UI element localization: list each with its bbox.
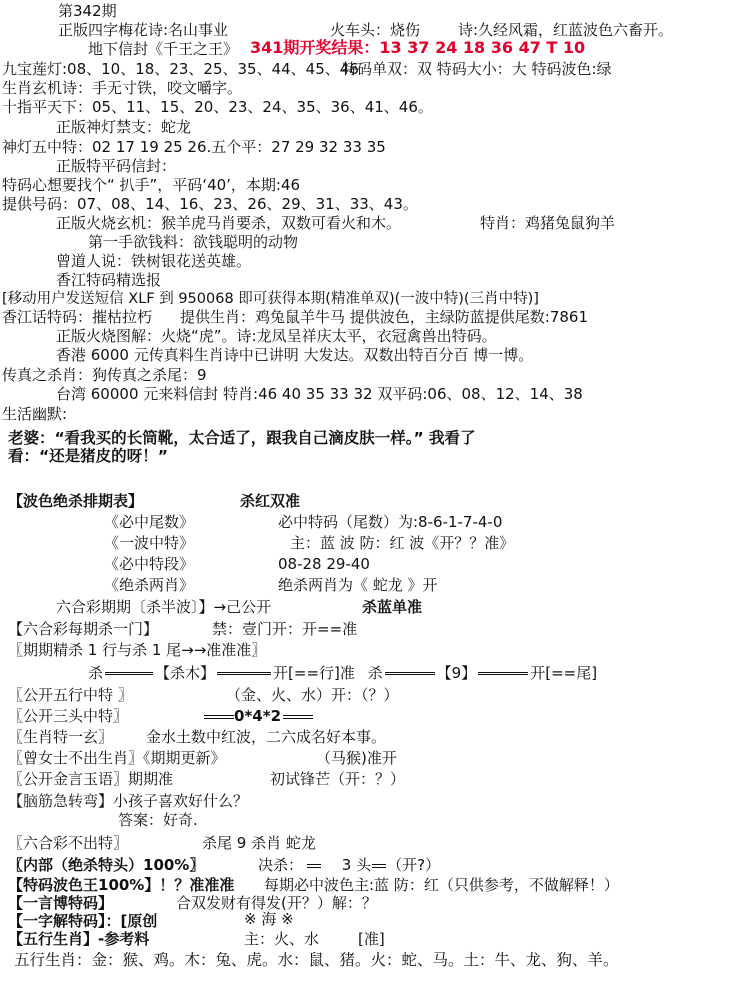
juesha-value: 绝杀两肖为《 蛇龙 》开 [278,576,438,594]
shayimen-value: 禁：壹门开：开==准 [212,620,358,638]
yizi-value: ※ 海 ※ [244,910,294,928]
shayimen-label: 【六合彩每期杀一门】 [8,620,159,638]
shendeng-numbers: 神灯五中特：02 17 19 25 26.五个平：27 29 32 33 35 [2,138,386,156]
sha-nine-label: 【9】 [436,664,477,682]
issue-number: 第342期 [58,2,117,20]
pingma-title: 正版特平码信封： [56,157,177,175]
zengnvshi-label: 〖曾女士不出生肖〗《期期更新》 [8,749,226,767]
naojin-answer: 答案：好奇. [118,811,198,829]
humor-line-2: 看：“还是猪皮的呀！” [8,447,168,465]
neibu-kai: （开?） [387,856,441,874]
taiwan-line: 台湾 60000 元来料信封 特肖:46 40 35 33 32 双平码:06、08、12、14、38 [56,385,583,403]
bose-wang-value: 每期必中波色主:蓝 防：红（只供参考，不做解释！） [264,876,619,894]
neibu-label: 〖内部（绝杀特头）100%〗 [8,856,205,874]
sha-label: 杀 [88,664,104,682]
sms-promo: [移动用户发送短信 XLF 到 950068 即可获得本期(精准单双)(一波中特)(三肖中特)] [2,291,539,307]
humor-title: 生活幽默: [2,405,68,423]
wuxing-value: （金、火、水）开：（？） [226,686,399,704]
bizhong-weishu-value: 必中特码（尾数）为:8-6-1-7-4-0 [278,513,503,531]
buchu-value: 杀尾 9 杀肖 蛇龙 [202,834,316,852]
neibu-tou: 3 头 [341,856,372,874]
xiangjiang-title: 香江特码精选报 [56,271,162,289]
double-bar [217,672,271,675]
humor-line-1: 老婆：“看我买的长筒靴，太合适了，跟我自己滴皮肤一样。” 我看了 [8,429,476,447]
huoshao-tujie: 正版火烧图解：火烧“虎”。诗:龙凤呈祥庆太平，衣冠禽兽出特码。 [56,327,497,345]
wuxing-sx-label: 【五行生肖】-参考料 [8,930,150,948]
tigong-numbers: 提供号码：07、08、14、16、23、26、29、31、33、43。 [2,195,418,213]
santou-value: 0*4*2 [234,707,281,725]
kai-wei-label: 开[==尾] [530,664,598,682]
draw-result: 341期开奖结果：13 37 24 18 36 47 T 10 [250,38,586,57]
jinyan-label: 〖公开金言玉语〗期期准 [8,770,174,788]
teduan-label: 《必中特段》 [104,555,195,573]
neibu-row [258,856,440,875]
yiyan-label: 【一言博特码】 [8,894,114,912]
shengxiao-yixuan-label: 〖生肖特一玄〗 [8,728,114,746]
buchu-label: 〖六合彩不出特〗 [8,834,129,852]
diyishou-line: 第一手欲钱料：欲钱聪明的动物 [88,233,299,251]
kai-xing-label: 开[==行]准 [273,664,355,682]
wuxing-sx-value: 主：火、水 [244,930,320,948]
zengnvshi-value: （马猴)准开 [316,749,397,767]
double-bar [385,672,435,675]
equals-mark [307,864,321,868]
dixia-envelope: 地下信封《千王之王》 [88,40,239,58]
huoshao-line: 正版火烧玄机：猴羊虎马肖要杀，双数可看火和木。 [56,214,402,232]
special-zodiac: 特肖：鸡猪兔鼠狗羊 [480,214,616,232]
cengdao-line: 曾道人说：铁树银花送英雄。 [56,252,252,270]
bose-wang-label: 【特码波色王100%】！？准准准 [8,876,235,894]
train-head: 火车头：烧伤 [330,21,421,39]
naojin-question: 【脑筋急转弯】小孩子喜欢好什么？ [8,792,249,810]
sha-mu-label: 【杀木】 [155,664,216,682]
banbo-line: 六合彩期期〔杀半波〕】→己公开 [56,598,272,616]
teduan-value: 08-28 29-40 [278,555,370,573]
yizi-label: 【一字解特码】：[原创 [8,912,158,930]
sha-label-2: 杀 [367,664,383,682]
shizhi-numbers: 十指平天下：05、11、15、20、23、24、35、36、41、46。 [2,98,433,116]
equals-mark [372,864,386,868]
wuxing-list: 五行生肖：金：猴、鸡。木：兔、虎。水：鼠、猪。火：蛇、马。土：牛、龙、狗、羊。 [14,951,619,969]
bizhong-weishu-label: 《必中尾数》 [104,513,195,531]
zodiac-poem: 生肖玄机诗：手无寸铁，咬文嚼字。 [2,79,243,97]
juesha-label: 《绝杀两肖》 [104,576,195,594]
sha-hong-label: 杀红双准 [240,492,301,510]
shendeng-forbidden: 正版神灯禁支：蛇龙 [56,118,192,136]
yibo-value: 主：蓝 波 防：红 波《开？？准》 [290,534,515,552]
poem-line: 诗:久经风霜，红蓝波色六畜开。 [458,21,674,39]
thick-bar [204,715,234,719]
wuxing-label: 〖公开五行中特 〗 [8,686,133,704]
xiangjiang-hua: 香江话特码：摧枯拉朽 [2,308,153,326]
chuanzhen-line: 传真之杀肖：狗传真之杀尾：9 [2,366,207,384]
tigong-shengxiao: 提供生肖：鸡兔鼠羊牛马 提供波色，主绿防蓝提供尾数:7861 [180,308,588,326]
santou-row [204,707,313,726]
sha-xing-row [88,664,597,683]
thick-bar [283,715,313,719]
yibo-label: 《一波中特》 [104,534,195,552]
double-bar [478,672,528,675]
jinyan-value: 初试锋芒（开：？） [270,770,406,788]
qiqijing-line: 〖期期精杀 1 行与杀 1 尾→→准准准〗 [8,641,267,659]
xianggang-line: 香港 6000 元传真料生肖诗中已讲明 大发达。双数出特百分百 博一博。 [56,346,534,364]
shengxiao-yixuan-value: 金水土数中红波，二六成名好本事。 [146,728,387,746]
meihua-poem: 正版四字梅花诗:名山事业 [58,21,229,39]
santou-label: 〖公开三头中特〗 [8,707,129,725]
xinxiang-line: 特码心想要找个“ 扒手”，平码‘40’，本期:46 [2,176,301,194]
bose-table-title: 【波色绝杀排期表】 [8,492,144,510]
yiyan-value: 合双发财有得发(开？）解：？ [176,894,377,912]
wuxing-sx-zhun: [准] [358,930,385,948]
sha-lan-label: 杀蓝单准 [362,598,423,616]
double-bar [105,672,153,675]
jiubao-numbers: 九宝莲灯:08、10、18、23、25、35、44、45、46 [2,60,359,78]
jiubao-attributes: 特码单双：双 特码大小：大 特码波色:绿 [342,60,612,78]
neibu-value: 决杀： [258,856,304,874]
